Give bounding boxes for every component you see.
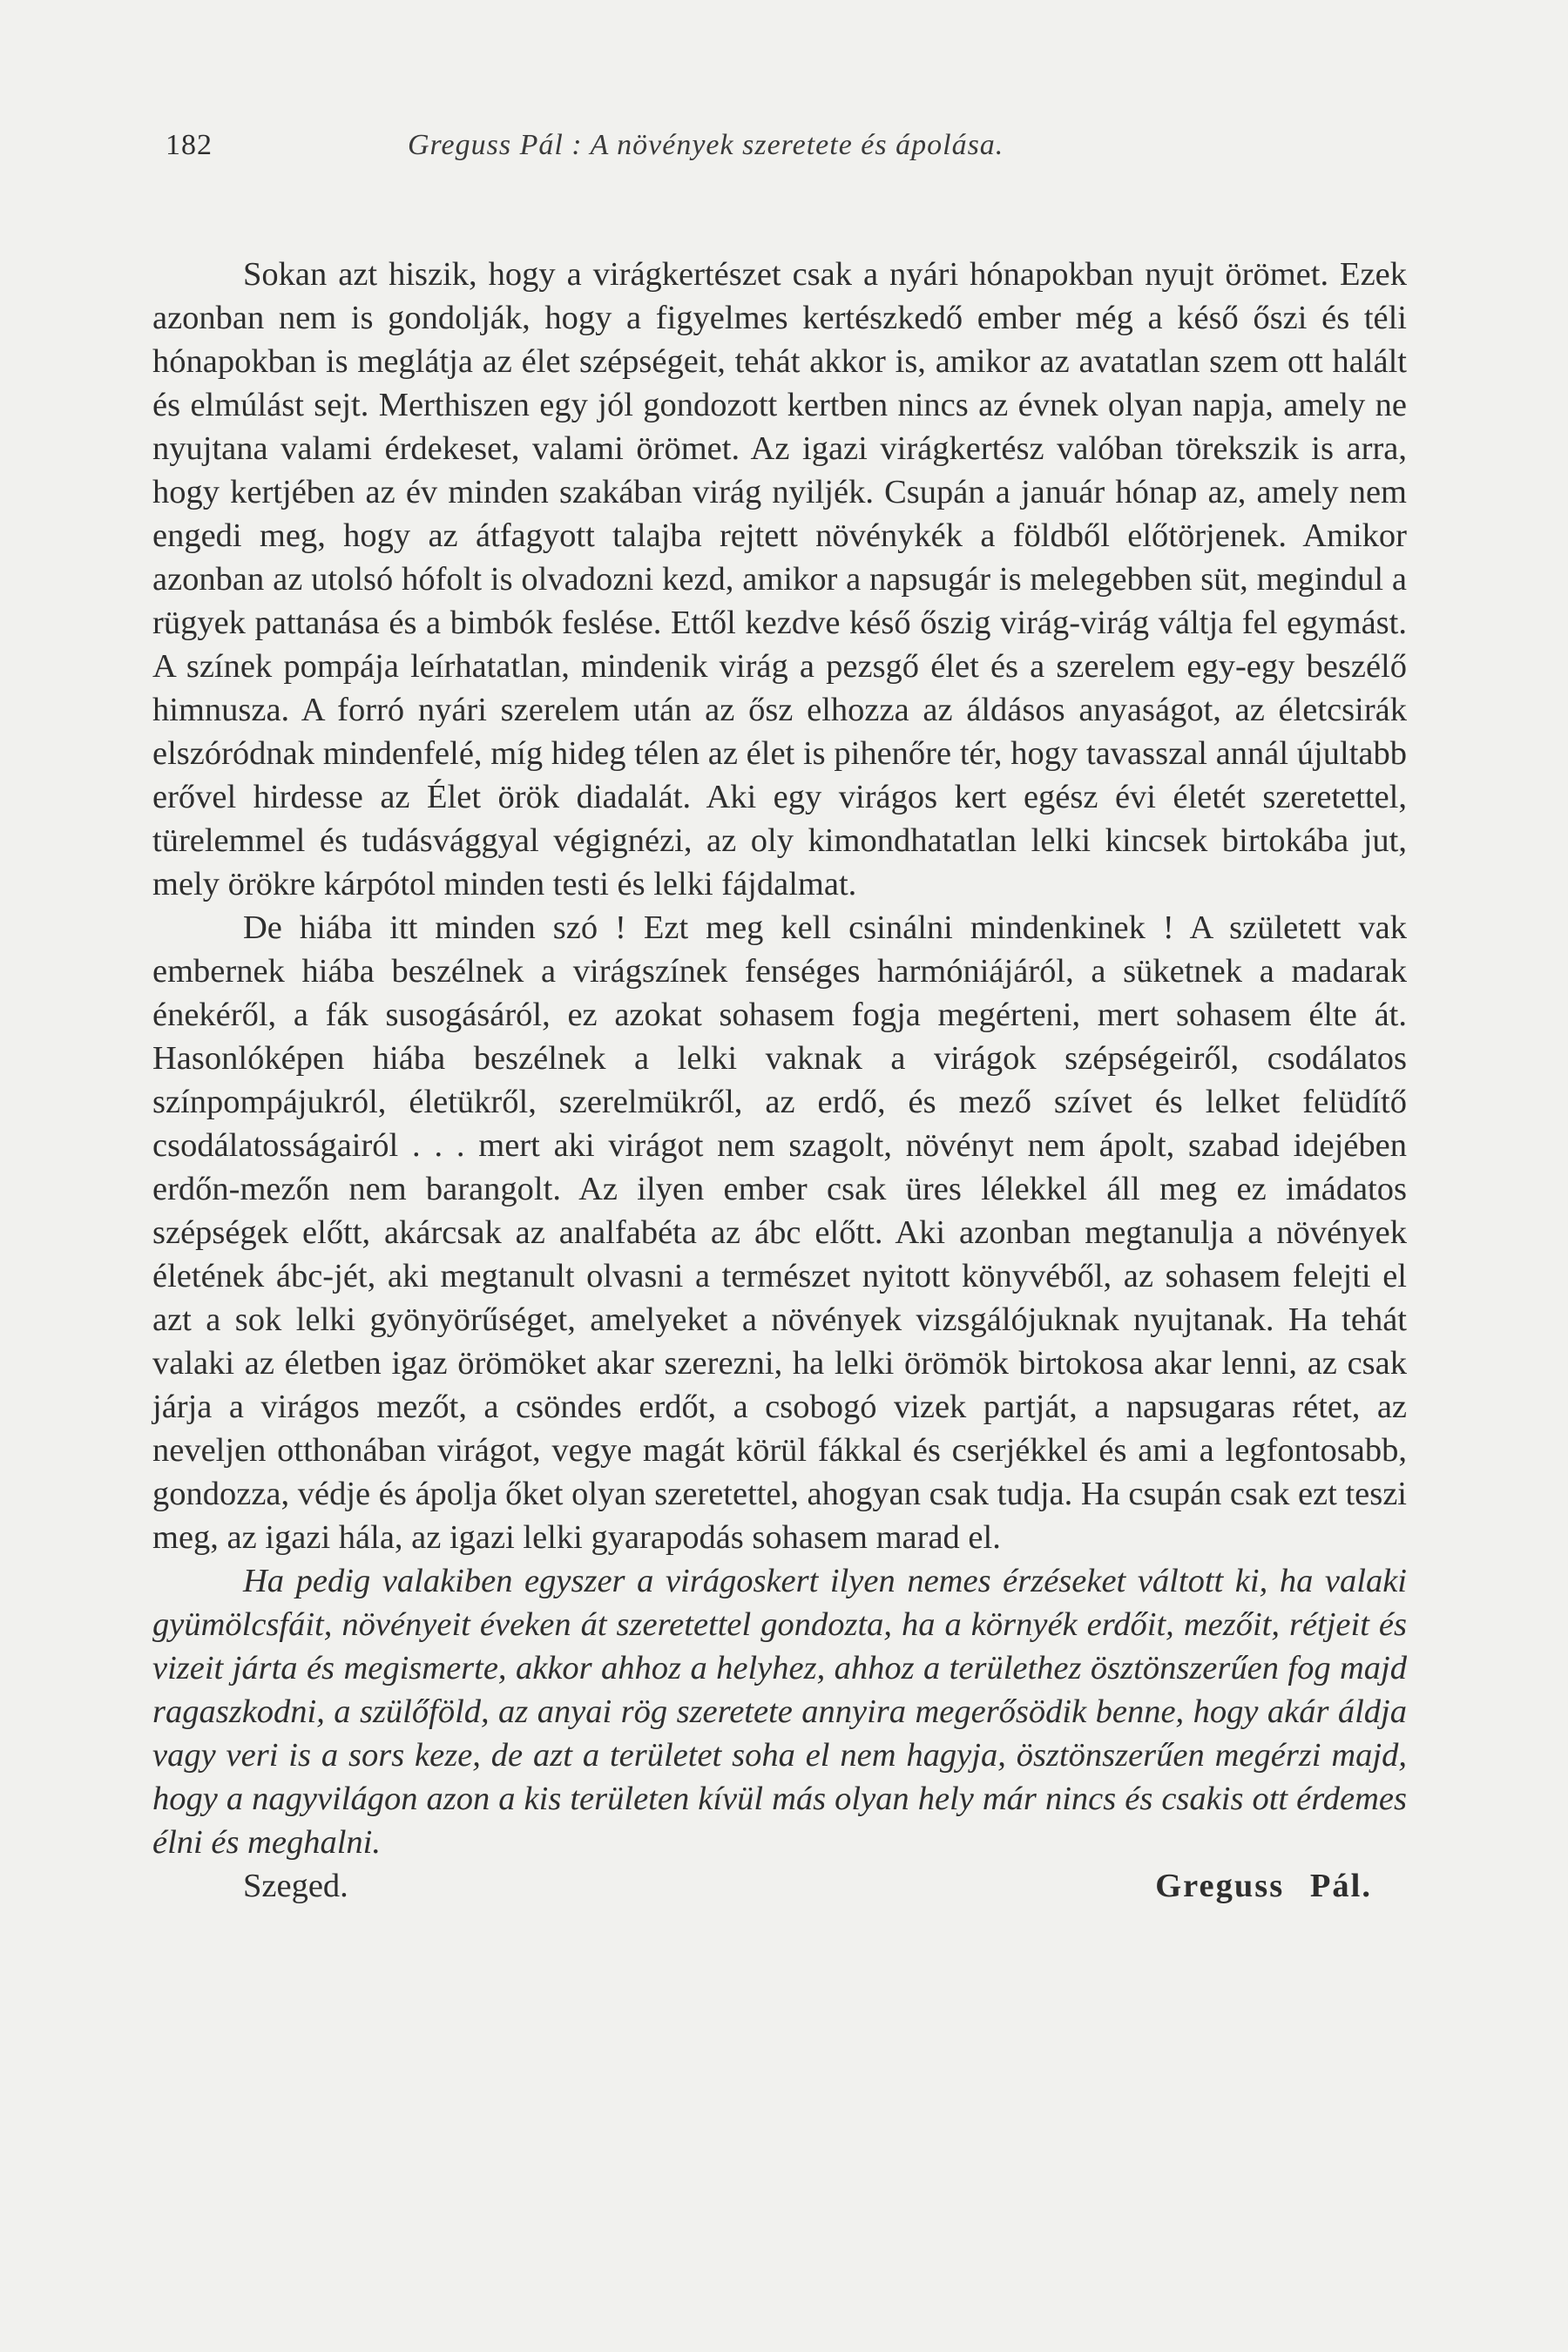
running-title: Greguss Pál : A növények szeretete és ápolása. [408, 129, 1004, 161]
page-number: 182 [166, 129, 213, 161]
paragraph-1: Sokan azt hiszik, hogy a virágkertészet csak a nyári hónapokban nyujt örömet. Ezek azonban nem is gondolják, hogy a figyelmes kertészkedő ember még a késő őszi és téli hónapokban is meglátja az élet szépségeit, tehát akkor is, amikor az avatatlan szem ott halált és elmúlást sejt. Merthiszen egy jól gondozott kertben nincs az évnek olyan napja, amely ne nyujtana valami érdekeset, valami örömet. Az igazi virágkertész valóban törekszik is arra, hogy kertjében az év minden szakában virág nyiljék. Csupán a január hónap az, amely nem engedi meg, hogy az átfagyott talajba rejtett növénykék a földből előtörjenek. Amikor azonban az utolsó hófolt is olvadozni kezd, amikor a napsugár is melegebben süt, megindul a rügyek pattanása és a bimbók feslése. Ettől kezdve késő őszig virág-virág váltja fel egymást. A színek pompája leírhatatlan, mindenik virág a pezsgő élet és a szerelem egy-egy beszélő himnusza. A forró nyári szerelem után az ősz elhozza az áldásos anyaságot, az életcsirák elszóródnak mindenfelé, míg hideg télen az élet is pihenőre tér, hogy tavasszal annál újultabb erővel hirdesse az Élet örök diadalát. Aki egy virágos kert egész évi életét szeretettel, türelemmel és tudásvággyal végignézi, az oly kimondhatatlan lelki kincsek birtokába jut, mely örökre kárpótol minden testi és lelki fájdalmat. [152, 256, 1407, 902]
page-header [166, 129, 1402, 172]
signature-line [152, 1864, 1407, 1908]
signature-place: Szeged. [243, 1868, 348, 1904]
paragraph-2: De hiába itt minden szó ! Ezt meg kell csinálni mindenkinek ! A született vak embernek hiába beszélnek a virágszínek fenséges harmóniájáról, a süketnek a madarak énekéről, a fák susogásáról, ez azokat sohasem fogja megérteni, mert sohasem élte át. Hasonlóképen hiába beszélnek a lelki vaknak a virágok szépségeiről, csodálatos színpompájukról, életükről, szerelmükről, az erdő, és mező szívet és lelket felüdítő csodálatosságairól . . . mert aki virágot nem szagolt, növényt nem ápolt, szabad idejében erdőn-mezőn nem barangolt. Az ilyen ember csak üres lélekkel áll meg ez imádatos szépségek előtt, akárcsak az analfabéta az ábc előtt. Aki azonban megtanulja a növények életének ábc-jét, aki megtanult olvasni a természet nyitott könyvéből, az sohasem felejti el azt a sok lelki gyönyörűséget, amelyeket a növények vizsgálójuknak nyujtanak. Ha tehát valaki az életben igaz örömöket akar szerezni, ha lelki örömök birtokosa akar lenni, az csak járja a virágos mezőt, a csöndes erdőt, a csobogó vizek partját, a napsugaras rétet, az neveljen otthonában virágot, vegye magát körül fákkal és cserjékkel és ami a legfontosabb, gondozza, védje és ápolja őket olyan szeretettel, ahogyan csak tudja. Ha csupán csak ezt teszi meg, az igazi hála, az igazi lelki gyarapodás sohasem marad el. [152, 909, 1407, 1556]
paragraph-3-italic: Ha pedig valakiben egyszer a virágoskert ilyen nemes érzéseket váltott ki, ha valaki gyümölcsfáit, növényeit éveken át szeretettel gondozta, ha a környék erdőit, mezőit, rétjeit és vizeit járta és megismerte, akkor ahhoz a helyhez, ahhoz a területhez ösztönszerűen fog majd ragaszkodni, a szülőföld, az anyai rög szeretete annyira megerősödik benne, hogy akár áldja vagy veri is a sors keze, de azt a területet soha el nem hagyja, ösztönszerűen megérzi majd, hogy a nagyvilágon azon a kis területen kívül más olyan hely már nincs és csakis ott érdemes élni és meghalni. [152, 1563, 1407, 1861]
body-text [152, 253, 1407, 1908]
signature-author: Greguss Pál. [1155, 1868, 1372, 1904]
